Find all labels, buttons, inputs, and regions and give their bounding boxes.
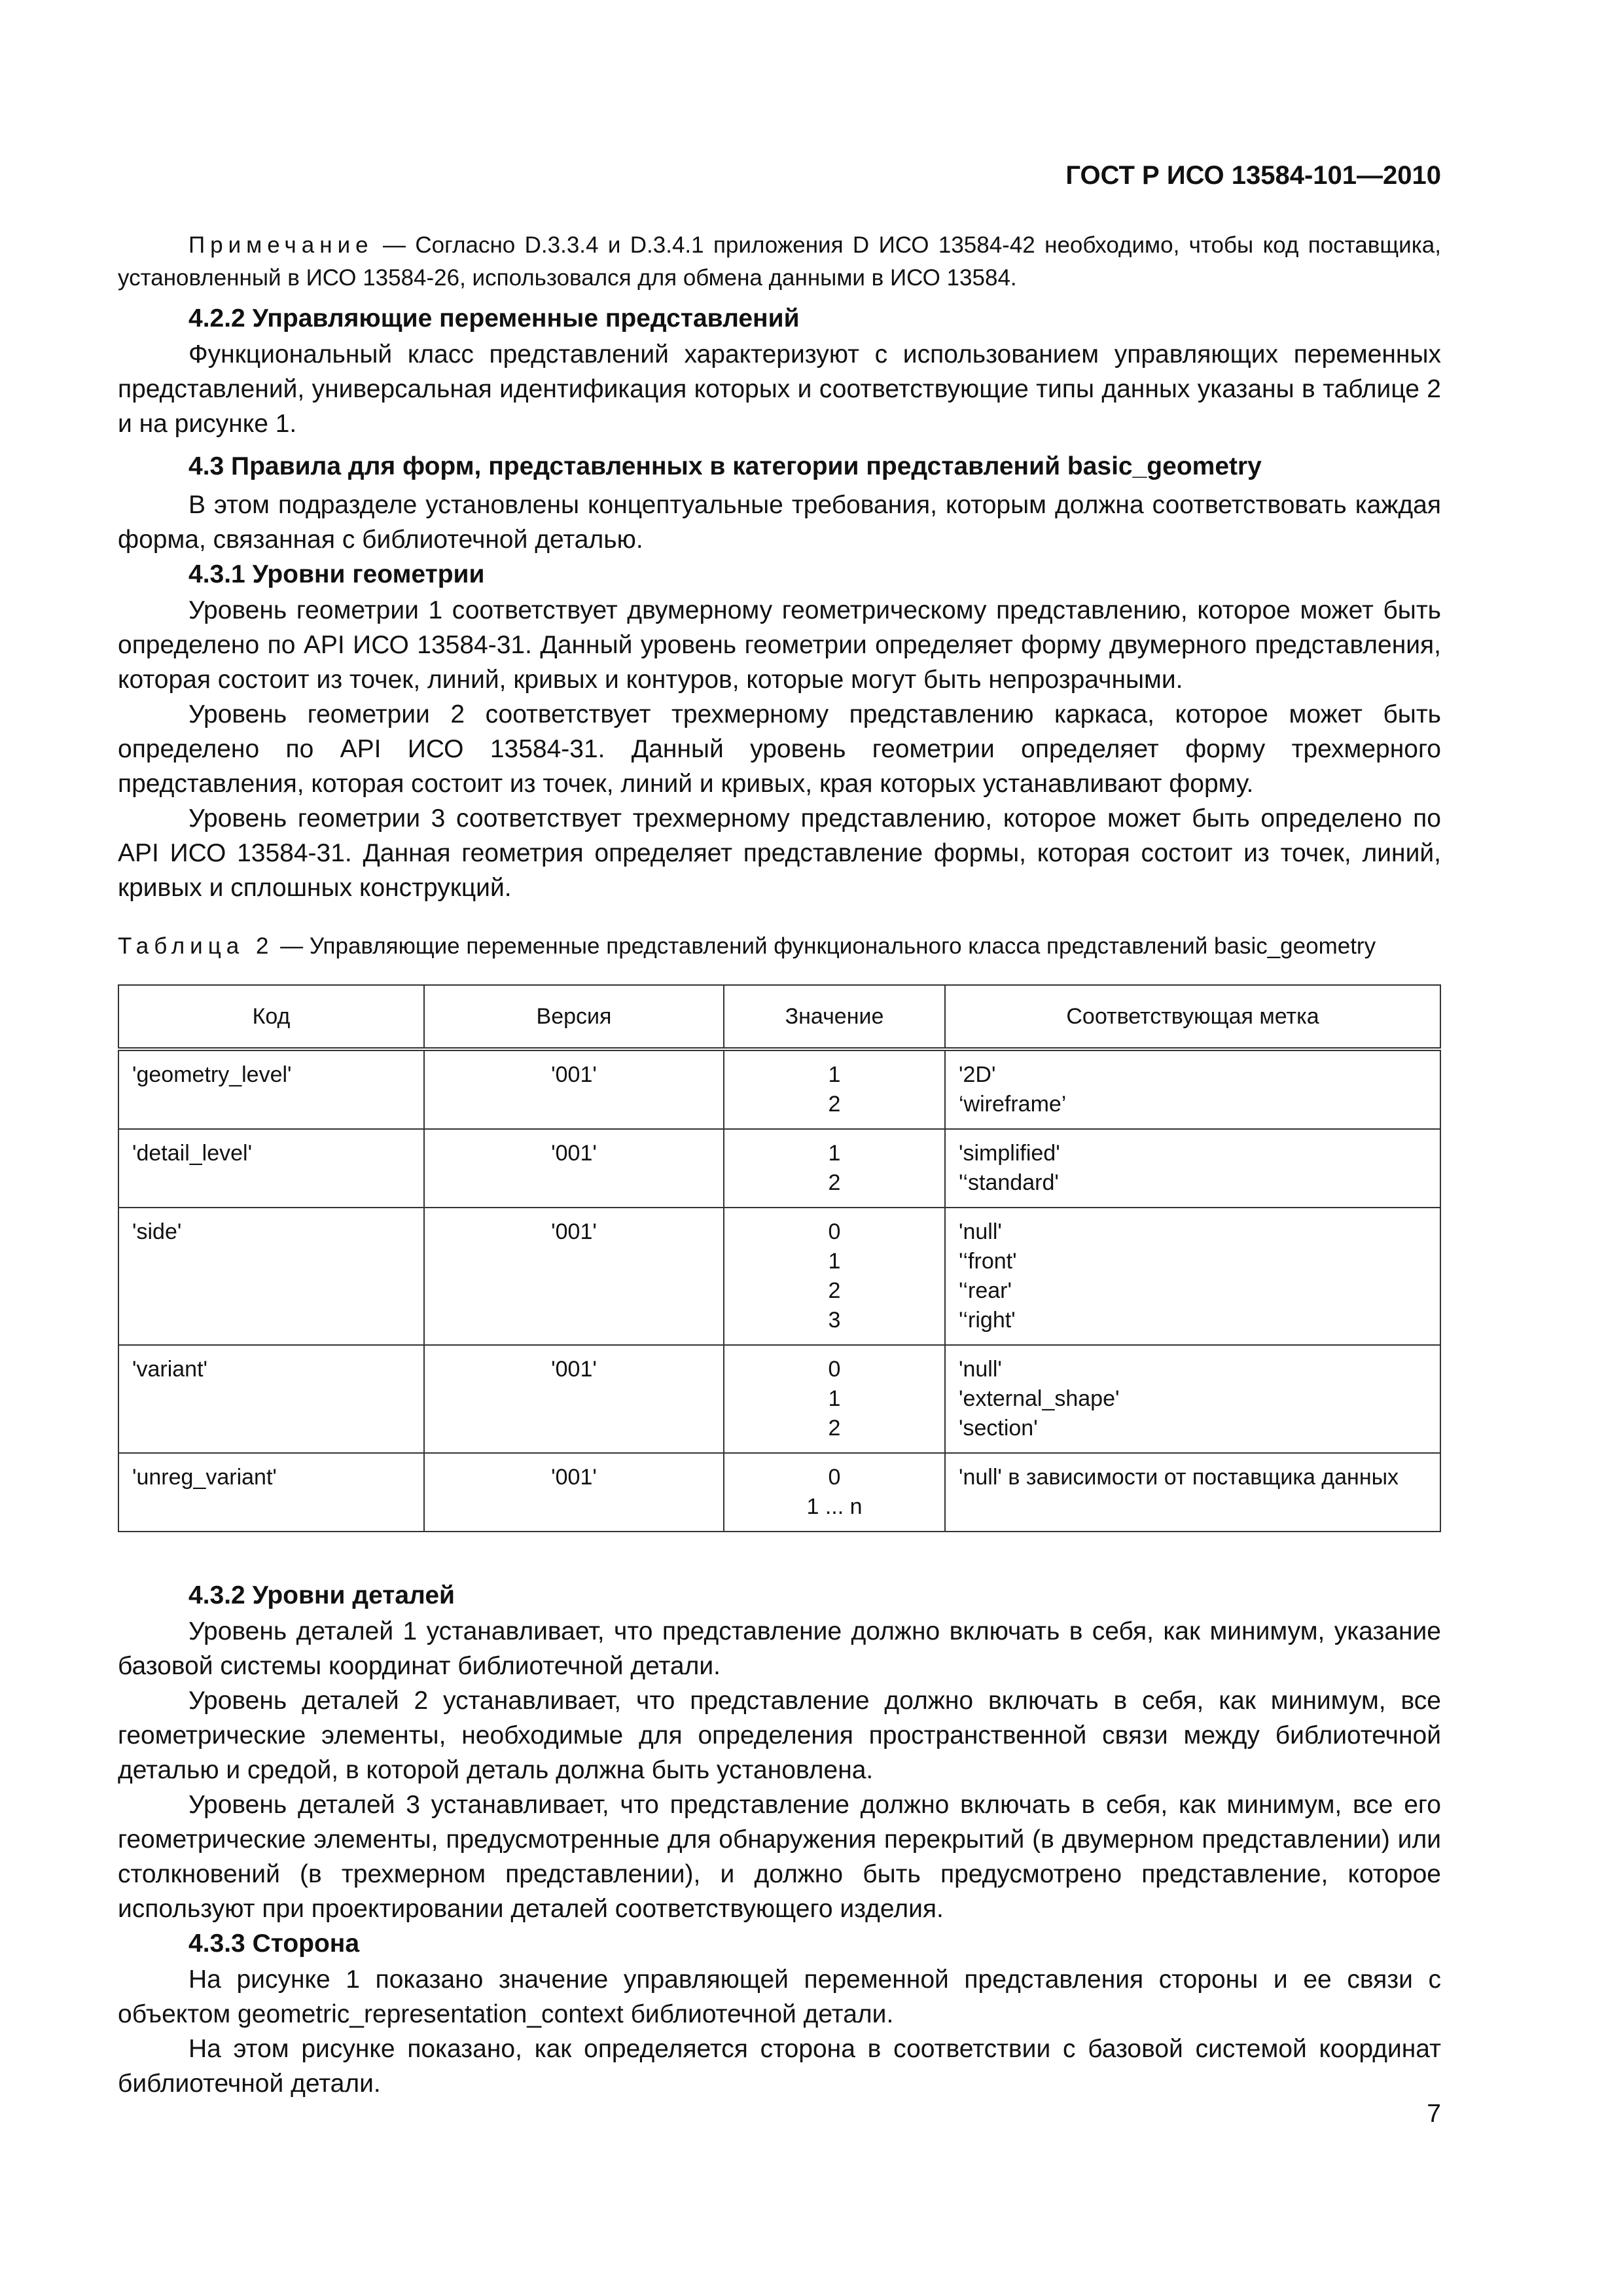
cell-values: 1 2 [724, 1129, 945, 1208]
note [118, 229, 1441, 295]
table-caption-text: — Управляющие переменные представлений функционального класса представлений basic_geometry [274, 933, 1376, 959]
cell-labels: '2D' ‘wireframe’ [945, 1049, 1440, 1129]
table-caption [118, 931, 1441, 961]
document-body [118, 229, 1441, 2101]
paragraph: На этом рисунке показано, как определяется сторона в соответствии с базовой системой координат библиотечной детали. [118, 2035, 1441, 2098]
paragraph: На рисунке 1 показано значение управляющей переменной представления стороны и ее связи с объектом geometric_representation_context библиотечной детали. [118, 1965, 1441, 2028]
table-row [118, 1345, 1440, 1453]
table-row [118, 1129, 1440, 1208]
section-heading-4-3: 4.3 Правила для форм, представленных в категории представлений basic_geometry [188, 452, 1262, 480]
note-text: — Согласно D.3.3.4 и D.3.4.1 приложения D ИСО 13584-42 необходимо, чтобы код поставщика, установленный в ИСО 13584-26, использовался для обмена данными в ИСО 13584. [118, 232, 1441, 291]
section-heading-4-3-3: 4.3.3 Сторона [188, 1929, 360, 1958]
cell-version: '001' [424, 1345, 724, 1453]
table-header-row [118, 985, 1440, 1049]
cell-version: '001' [424, 1208, 724, 1345]
cell-version: '001' [424, 1129, 724, 1208]
cell-values: 0 1 2 3 [724, 1208, 945, 1345]
cell-labels: 'null' '‘front' '‘rear' '‘right' [945, 1208, 1440, 1345]
paragraph: Уровень геометрии 3 соответствует трехмерному представлению, которое может быть определено по API ИСО 13584-31. Данная геометрия определяет представление формы, которая состоит из точек, линий, кривых и сплошных конструкций. [118, 804, 1441, 902]
paragraph: Функциональный класс представлений характеризуют с использованием управляющих переменных представлений, универсальная идентификация которых и соответствующие типы данных указаны в таблице 2 и на рисунке 1. [118, 340, 1441, 438]
paragraph: Уровень деталей 1 устанавливает, что представление должно включать в себя, как минимум, указание базовой системы координат библиотечной детали. [118, 1617, 1441, 1680]
page-number: 7 [1427, 2100, 1441, 2128]
cell-labels: 'simplified' '‘standard' [945, 1129, 1440, 1208]
cell-code: 'unreg_variant' [118, 1453, 424, 1532]
section-heading-4-3-2: 4.3.2 Уровни деталей [188, 1581, 455, 1609]
table-row [118, 1049, 1440, 1129]
table-row [118, 1208, 1440, 1345]
table-row [118, 1453, 1440, 1532]
note-label: Примечание [188, 232, 374, 258]
paragraph: Уровень деталей 3 устанавливает, что представление должно включать в себя, как минимум, все его геометрические элементы, предусмотренные для обнаружения перекрытий (в двумерном представлении) или столкновений (в трехмерном представлении), и должно быть предусмотрено представление, которое используют при проектировании деталей соответствующего изделия. [118, 1791, 1441, 1923]
column-header: Версия [424, 985, 724, 1049]
column-header: Соответствующая метка [945, 985, 1440, 1049]
section-heading-4-2-2: 4.2.2 Управляющие переменные представлений [188, 304, 800, 332]
cell-code: 'detail_level' [118, 1129, 424, 1208]
cell-labels: 'null' в зависимости от поставщика данных [945, 1453, 1440, 1532]
column-header: Код [118, 985, 424, 1049]
document-header: ГОСТ Р ИСО 13584-101—2010 [1065, 161, 1441, 190]
control-variables-table [118, 984, 1441, 1532]
column-header: Значение [724, 985, 945, 1049]
paragraph: Уровень деталей 2 устанавливает, что представление должно включать в себя, как минимум, все геометрические элементы, необходимые для определения пространственной связи между библиотечной деталью и средой, в которой деталь должна быть установлена. [118, 1687, 1441, 1784]
cell-values: 0 1 ... n [724, 1453, 945, 1532]
cell-labels: 'null' 'external_shape' 'section' [945, 1345, 1440, 1453]
section-heading-4-3-1: 4.3.1 Уровни геометрии [188, 560, 485, 588]
table-caption-label: Таблица 2 [118, 933, 274, 959]
cell-values: 0 1 2 [724, 1345, 945, 1453]
paragraph: Уровень геометрии 1 соответствует двумерному геометрическому представлению, которое может быть определено по API ИСО 13584-31. Данный уровень геометрии определяет форму двумерного представления, которая состоит из точек, линий, кривых и контуров, которые могут быть непрозрачными. [118, 596, 1441, 694]
cell-code: 'side' [118, 1208, 424, 1345]
cell-version: '001' [424, 1049, 724, 1129]
cell-code: 'geometry_level' [118, 1049, 424, 1129]
paragraph: В этом подразделе установлены концептуальные требования, которым должна соответствовать каждая форма, связанная с библиотечной деталью. [118, 491, 1441, 554]
cell-values: 1 2 [724, 1049, 945, 1129]
paragraph: Уровень геометрии 2 соответствует трехмерному представлению каркаса, которое может быть определено по API ИСО 13584-31. Данный уровень геометрии определяет форму трехмерного представления, которая состоит из точек, линий и кривых, края которых устанавливают форму. [118, 700, 1441, 798]
cell-code: 'variant' [118, 1345, 424, 1453]
cell-version: '001' [424, 1453, 724, 1532]
